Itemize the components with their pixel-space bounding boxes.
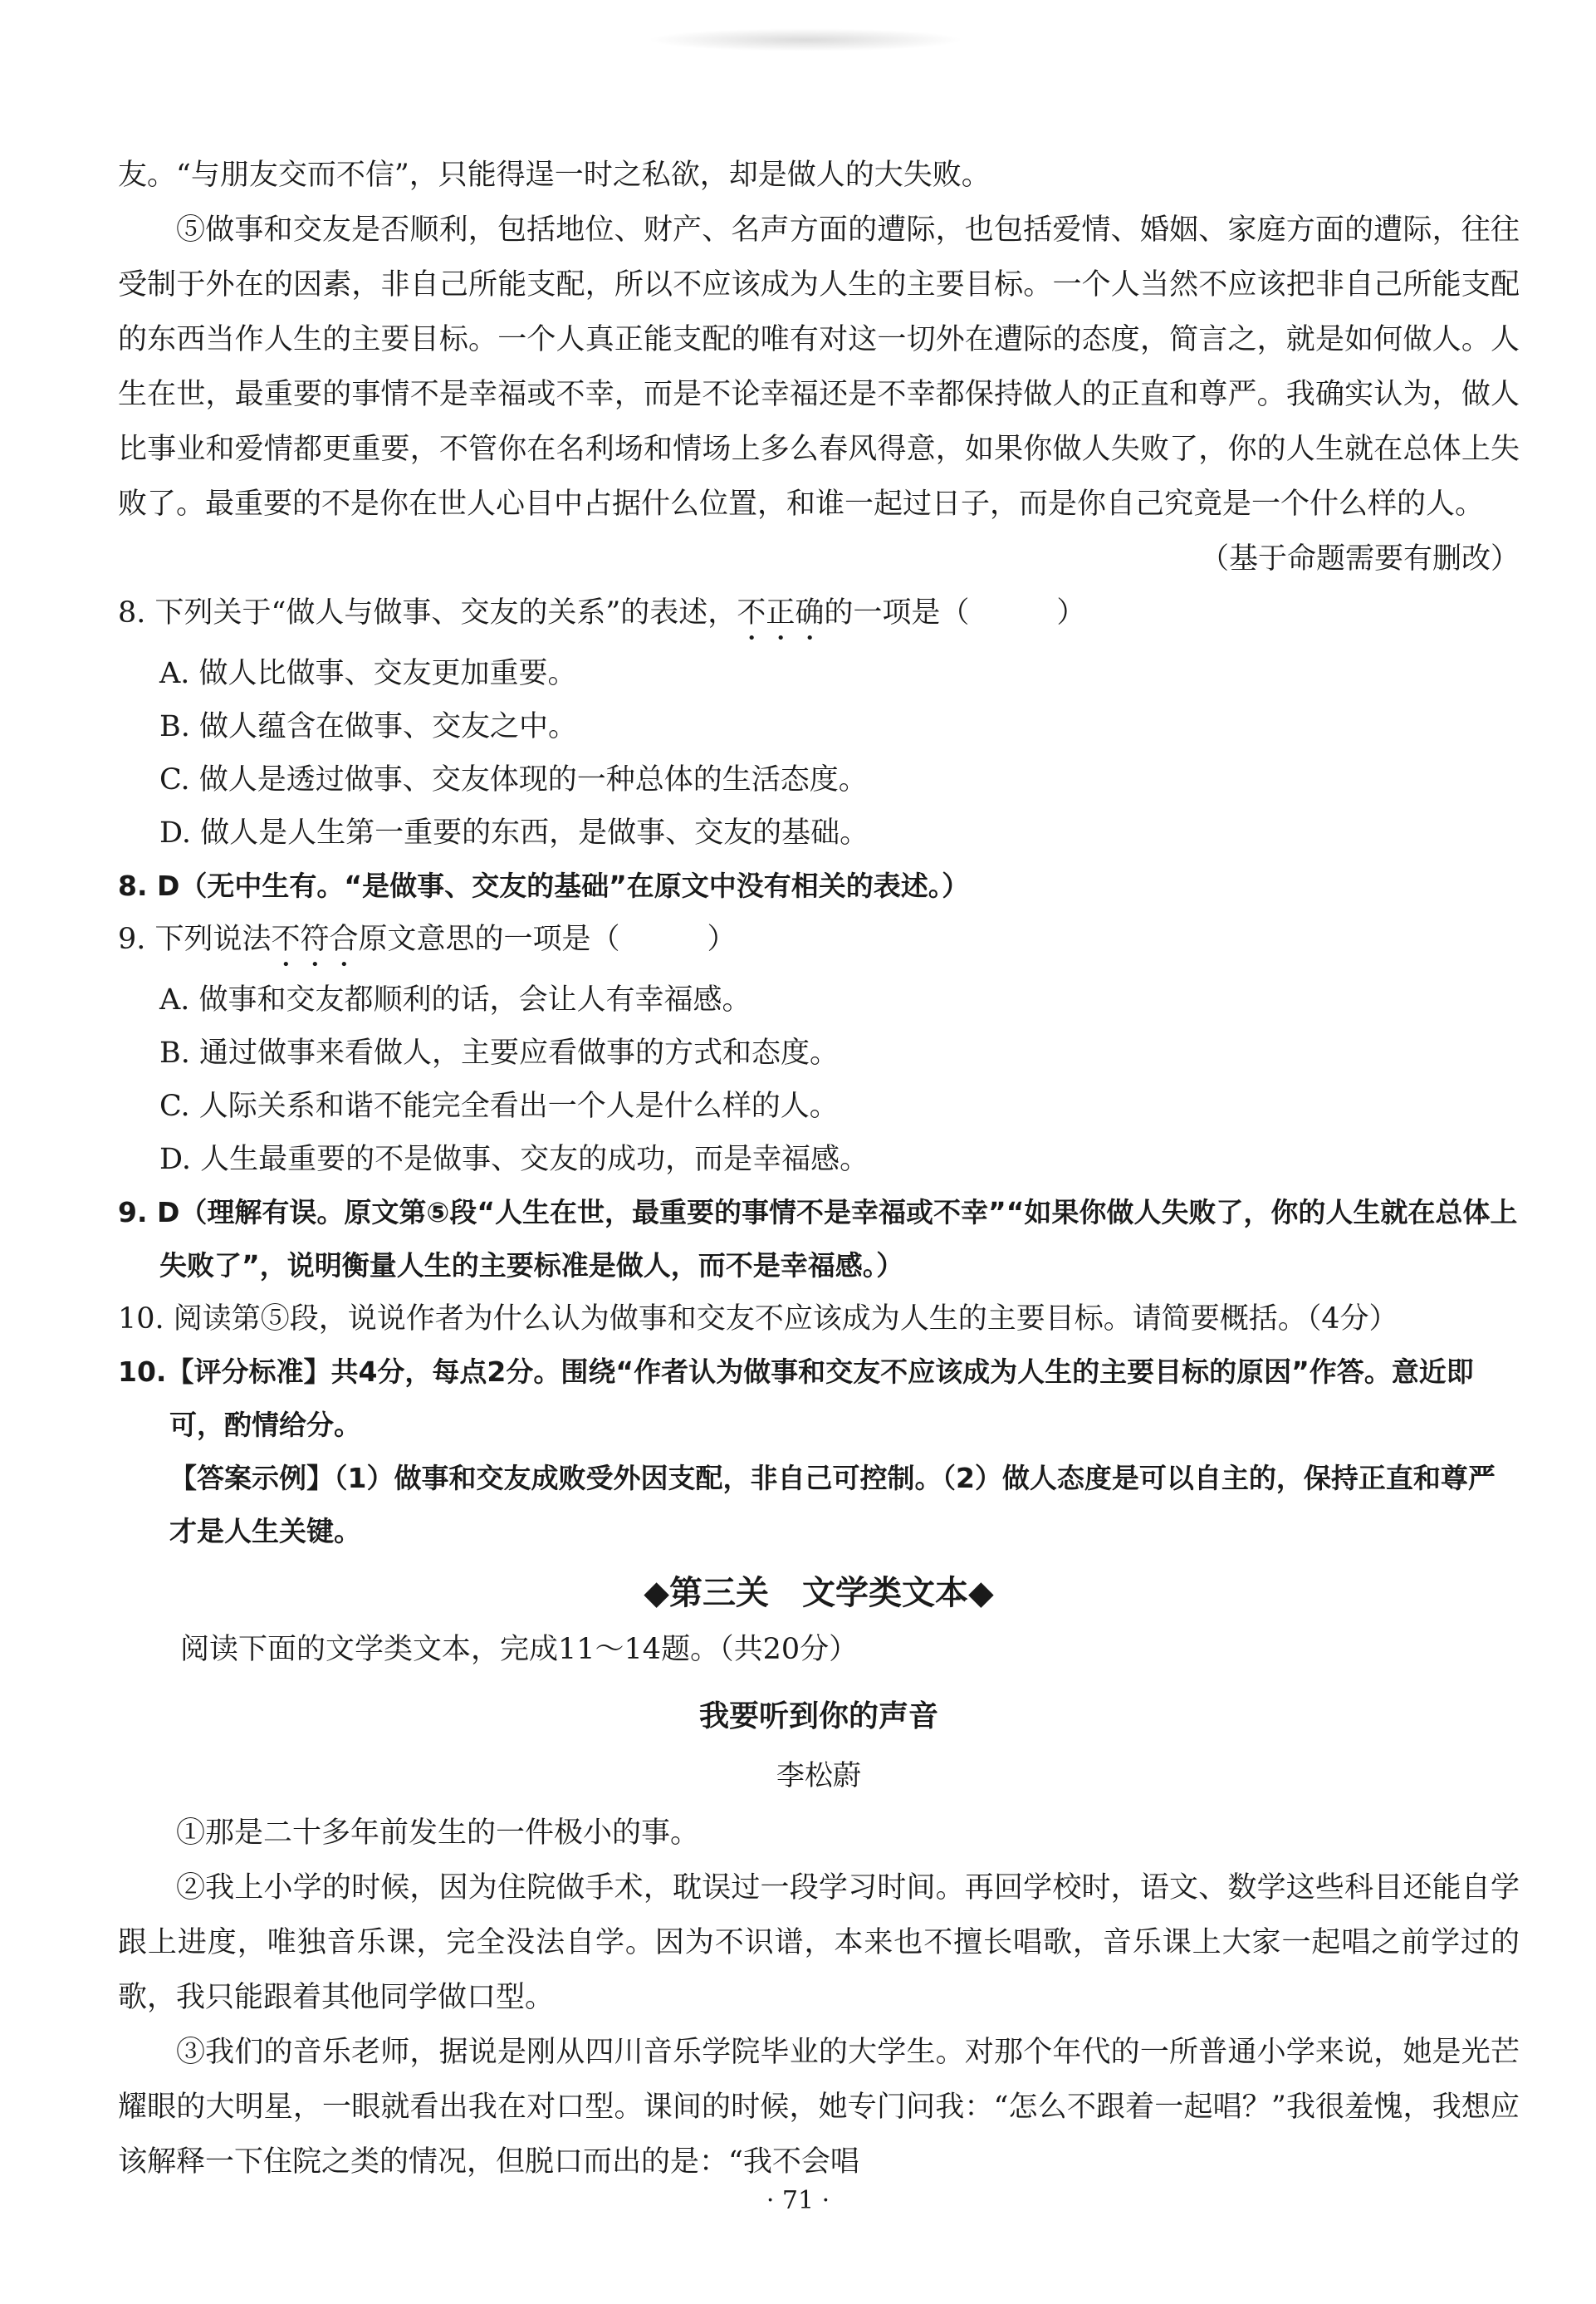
q9-option-b: B. 通过做事来看做人，主要应看做事的方式和态度。 (159, 1037, 839, 1070)
section-heading: ◆第三关 文学类文本◆ (644, 1574, 994, 1612)
article-paragraph-3: ③我们的音乐老师，据说是刚从四川音乐学院毕业的大学生。对那个年代的一所普通小学来说，她是光芒耀眼的大明星，一眼就看出我在对口型。课间的时候，她专门问我：“怎么不跟着一起唱？”我很羞愧，我想应该解释一下住院之类的情况，但脱口而出的是：“我不会唱 (118, 2036, 1520, 2179)
page-number: · 71 · (766, 2186, 830, 2215)
q8-answer: 8. D（无中生有。“是做事、交友的基础”在原文中没有相关的表述。） (118, 870, 970, 902)
passage-paragraph-continued: 友。“与朋友交而不信”，只能得逞一时之私欲，却是做人的大失败。 (118, 159, 991, 192)
article-paragraph-2: ②我上小学的时候，因为住院做手术，耽误过一段学习时间。再回学校时，语文、数学这些科目还能自学跟上进度，唯独音乐课，完全没法自学。因为不识谱，本来也不擅长唱歌，音乐课上大家一起唱之前学过的歌，我只能跟着其他同学做口型。 (118, 1871, 1520, 2014)
q9-option-d: D. 人生最重要的不是做事、交友的成功，而是幸福感。 (159, 1143, 869, 1176)
scan-smudge (648, 28, 963, 51)
article-paragraph-1: ①那是二十多年前发生的一件极小的事。 (176, 1816, 700, 1850)
q9-option-a: A. 做事和交友都顺利的话，会让人有幸福感。 (159, 983, 751, 1017)
q8-option-c: C. 做人是透过做事、交友体现的一种总体的生活态度。 (159, 763, 868, 797)
question-9-emphasis: 不符合 (271, 923, 359, 956)
q8-option-a: A. 做人比做事、交友更加重要。 (159, 657, 577, 690)
section-instruction: 阅读下面的文学类文本，完成11～14题。（共20分） (180, 1633, 859, 1666)
question-9-pre: 9. 下列说法 (118, 923, 272, 956)
question-9 (118, 913, 1520, 973)
question-8 (118, 586, 1520, 647)
article-title: 我要听到你的声音 (698, 1699, 938, 1733)
question-8-emphasis: 不正确 (737, 596, 825, 630)
q10-answer-example: 【答案示例】（1）做事和交友成败受外因支配，非自己可控制。（2）做人态度是可以自主的，保持正直和尊严才是人生关键。 (169, 1462, 1496, 1547)
q9-answer: 9. D（理解有误。原文第⑤段“人生在世，最重要的事情不是幸福或不幸”“如果你做人失败了，你的人生就在总体上失败了”，说明衡量人生的主要标准是做人，而不是幸福感。） (118, 1196, 1518, 1282)
q8-option-d: D. 做人是人生第一重要的东西，是做事、交友的基础。 (159, 816, 869, 850)
q9-option-c: C. 人际关系和谐不能完全看出一个人是什么样的人。 (159, 1090, 839, 1123)
question-8-pre: 8. 下列关于“做人与做事、交友的关系”的表述， (118, 596, 737, 630)
q10-scoring-criteria: 10.【评分标准】共4分，每点2分。围绕“作者认为做事和交友不应该成为人生的主要目标的原因”作答。意近即可，酌情给分。 (118, 1355, 1474, 1441)
question-9-post: 原文意思的一项是（ ） (358, 923, 737, 956)
question-10: 10. 阅读第⑤段，说说作者为什么认为做事和交友不应该成为人生的主要目标。请简要概括。（4分） (118, 1302, 1398, 1336)
article-author: 李松蔚 (776, 1759, 861, 1792)
q8-option-b: B. 做人蕴含在做事、交友之中。 (159, 710, 577, 743)
source-note: （基于命题需要有删改） (1199, 542, 1520, 576)
page-content (118, 148, 1520, 2189)
question-8-post: 的一项是（ ） (824, 596, 1086, 630)
passage-paragraph-5: ⑤做事和交友是否顺利，包括地位、财产、名声方面的遭际，也包括爱情、婚姻、家庭方面的遭际，往往受制于外在的因素，非自己所能支配，所以不应该成为人生的主要目标。一个人当然不应该把非自己所能支配的东西当作人生的主要目标。一个人真正能支配的唯有对这一切外在遭际的态度，简言之，就是如何做人。人生在世，最重要的事情不是幸福或不幸，而是不论幸福还是不幸都保持做人的正直和尊严。我确实认为，做人比事业和爱情都更重要，不管你在名利场和情场上多么春风得意，如果你做人失败了，你的人生就在总体上失败了。最重要的不是你在世人心目中占据什么位置，和谁一起过日子，而是你自己究竟是一个什么样的人。 (118, 213, 1520, 521)
